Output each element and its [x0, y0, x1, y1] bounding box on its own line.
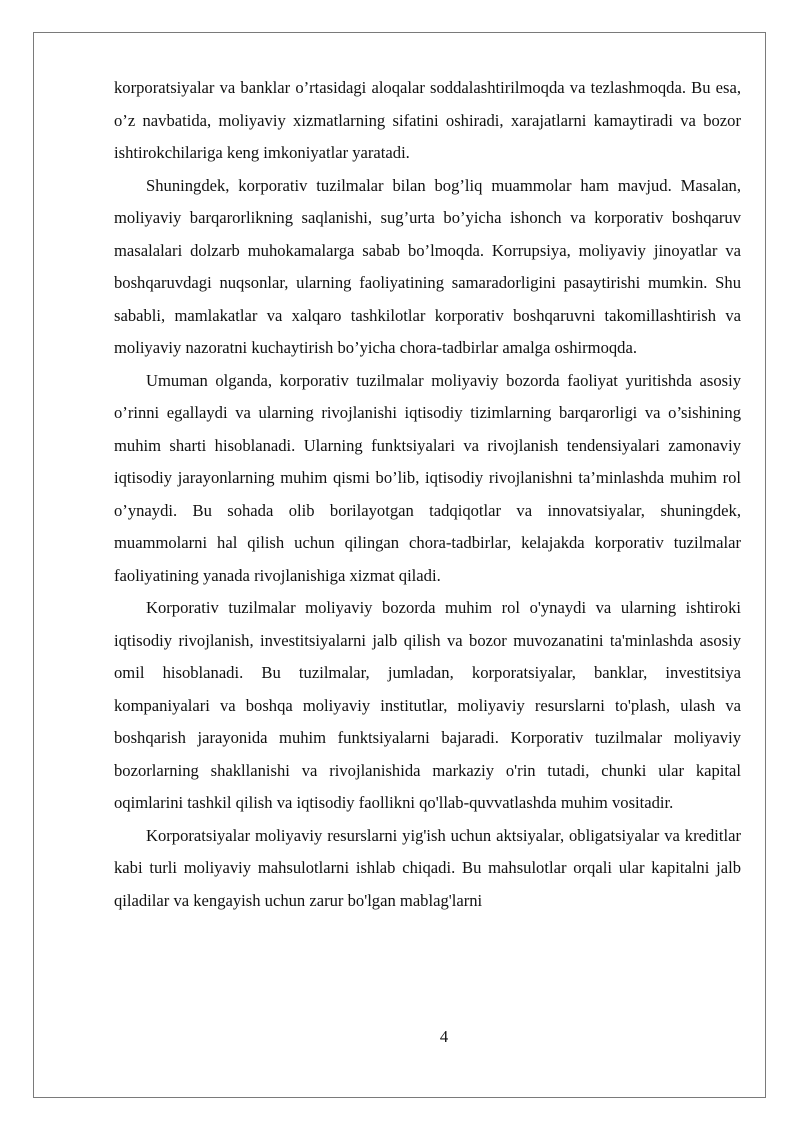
document-body: [114, 72, 741, 917]
paragraph-corporate-problems: Shuningdek, korporativ tuzilmalar bilan bog’liq muammolar ham mavjud. Masalan, moliyaviy barqarorlikning saqlanishi, sug’urta bo’yicha ishonch va korporativ boshqaruv masalalari dolzarb muhokamalarga sabab bo’lmoqda. Korrupsiya, moliyaviy jinoyatlar va boshqaruvdagi nuqsonlar, ularning faoliyatining samaradorligini pasaytirishi mumkin. Shu sababli, mamlakatlar va xalqaro tashkilotlar korporativ boshqaruvni takomillashtirish va moliyaviy nazoratni kuchaytirish bo’yicha chora-tadbirlar amalga oshirmoqda.: [114, 175, 741, 357]
paragraph-financial-products: Korporatsiyalar moliyaviy resurslarni yig'ish uchun aktsiyalar, obligatsiyalar va kreditlar kabi turli moliyaviy mahsulotlarni ishlab chiqadi. Bu mahsulotlar orqali ular kapitalni jalb qiladilar va kengayish uchun zarur bo'lgan mablag'larni: [114, 825, 741, 910]
paragraph-corporate-role: Korporativ tuzilmalar moliyaviy bozorda muhim rol o'ynaydi va ularning ishtiroki iqtisodiy rivojlanish, investitsiyalarni jalb qilish va bozor muvozanatini ta'minlashda asosiy omil hisoblanadi. Bu tuzilmalar, jumladan, korporatsiyalar, banklar, investitsiya kompaniyalari va boshqa moliyaviy institutlar, moliyaviy resurslarni to'plash, ulash va boshqarish jarayonida muhim funktsiyalarni bajaradi. Korporativ tuzilmalar moliyaviy bozorlarning shakllanishi va rivojlanishida markaziy o'rin tutadi, chunki ular kapital oqimlarini tashkil qilish va iqtisodiy faollikni qo'llab-quvvatlashda muhim vositadir.: [114, 598, 741, 812]
paragraph-continued: korporatsiyalar va banklar o’rtasidagi aloqalar soddalashtirilmoqda va tezlashmoqda. Bu esa, o’z navbatida, moliyaviy xizmatlarning sifatini oshiradi, xarajatlarni kamaytiradi va bozor ishtirokchilariga keng imkoniyatlar yaratadi.: [114, 78, 741, 162]
paragraph-general-summary: Umuman olganda, korporativ tuzilmalar moliyaviy bozorda faoliyat yuritishda asosiy o’rinni egallaydi va ularning rivojlanishi iqtisodiy tizimlarning barqarorligi va o’sishining muhim sharti hisoblanadi. Ularning funktsiyalari va rivojlanish tendensiyalari zamonaviy iqtisodiy jarayonlarning muhim qismi bo’lib, iqtisodiy rivojlanishni ta’minlashda muhim rol o’ynaydi. Bu sohada olib borilayotgan tadqiqotlar va innovatsiyalar, shuningdek, muammolarni hal qilish uchun qilingan chora-tadbirlar, kelajakda korporativ tuzilmalar faoliyatining yanada rivojlanishiga xizmat qiladi.: [114, 370, 741, 585]
page-number: 4: [439, 1027, 449, 1046]
